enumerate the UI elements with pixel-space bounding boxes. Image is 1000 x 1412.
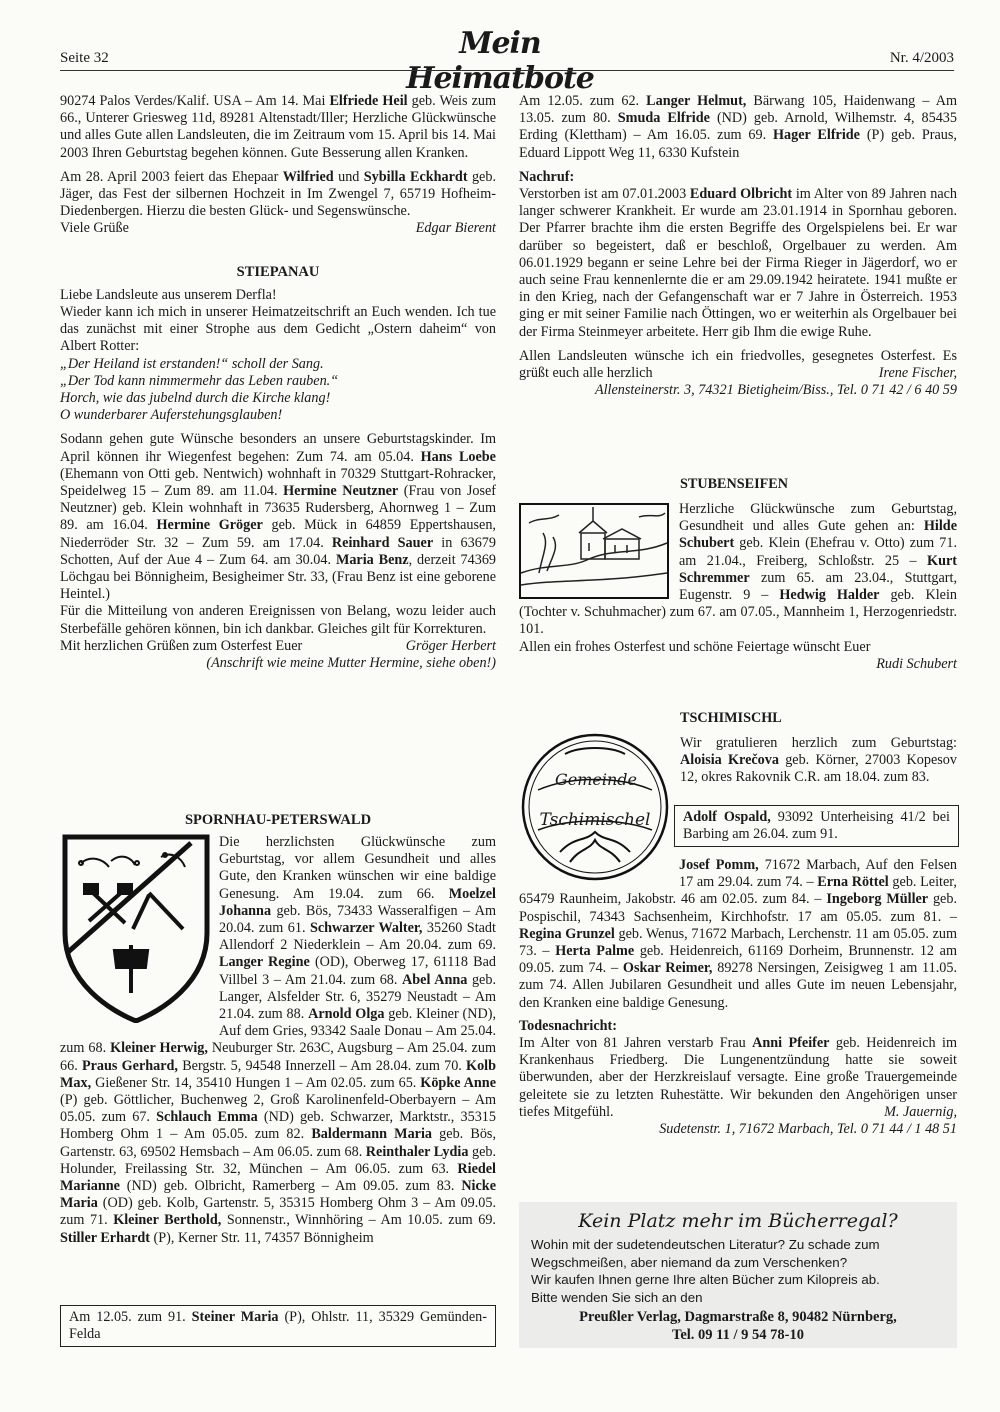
todes-body: Im Alter von 81 Jahren verstarb Frau Anni Pfeifer geb. Heidenreich im Krankenhaus Friedberg. Die Lungenentzündung hatte sie soweit überwunden, aber der Herzkreislauf versagte. Eine große Trauergemeinde geleitete sie zu letzten Ruhestätte. Wir bekunden den Angehörigen unser tiefes Mitgefühl.	[519, 1035, 958, 1120]
person-name: Josef Pomm,	[679, 857, 759, 873]
poem-line: „Der Heiland ist erstanden!“ scholl der Sang.	[60, 355, 324, 372]
stubenseifen-signature: Rudi Schubert	[876, 655, 957, 672]
stiepanau-p4: Für die Mitteilung von anderen Ereignissen von Belang, wozu leider auch Sterbefälle gehören können, bin ich dankbar. Gleiches gilt für Korrekturen.	[60, 603, 496, 637]
spornhau-heading-wrap	[60, 812, 496, 829]
person-name: Langer Regine	[219, 954, 310, 971]
person-name: Köpke Anne	[420, 1074, 496, 1091]
spornhau-birthdays: Die herzlichsten Glückwünsche zum Geburtstag, vor allem Gesundheit und alles Gute, den Kranken wünschen wir eine baldige Genesung. Am 19.04. zum 66. Moelzel Johanna geb. Bös, 73433 Wasseralfigen – Am 20.04. zum 61. Schwarzer Walter, 35260 Stadt Allendorf 2 Niederklein – Am 20.04. zum 69. Langer Regine (OD), Oberweg 17, 61118 Bad Villbel 3 – Am 21.04. zum 68. Abel Anna geb. Langer, Alsfelder Str. 6, 35279 Neustadt – Am 21.04. zum 88. Arnold Olga geb. Kleiner (ND), Auf dem Gries, 93342 Saale Donau – Am 25.04. zum 68. Kleiner Herwig, Neuburger Str. 263C, Augsburg – Am 25.04. zum 66. Praus Gerhard, Bergstr. 5, 94548 Innerzell – Am 28.04. zum 70. Kolb Max, Gießener Str. 14, 35410 Hungen 1 – Am 02.05. zum 65. Köpke Anne (P) geb. Göttlicher, Buchenweg 2, Groß Karolinenfeld-Oberbayern – Am 05.05. zum 67. Schlauch Emma (ND) geb. Schwarzer, Marktstr., 35315 Homberg Ohm 1 – Am 05.05. zum 82. Baldermann Maria geb. Bös, Gartenstr. 63, 69502 Hemsbach – Am 06.05. zum 68. Reinthaler Lydia geb. Holunder, Freilassing Str. 32, München – Am 06.05. zum 63. Riedel Marianne (ND) geb. Olbricht, Ramerberg – Am 09.05. zum 83. Nicke Maria (OD) geb. Kolb, Gartenstr. 5, 35315 Homberg Ohm 3 – Am 09.05. zum 71. Kleiner Berthold, Sonnenstr., Winnhöring – Am 10.05. zum 69. Stiller Erhardt (P), Kerner Str. 11, 74357 Bönnigheim	[60, 834, 497, 1246]
header-rule	[60, 70, 954, 71]
intro-paragraph-1: 90274 Palos Verdes/Kalif. USA – Am 14. Mai Elfriede Heil geb. Weis zum 66., Unterer Griesweg 11d, 89281 Altenstadt/Iller; Herzliche Glückwünsche und alles Gute allen Landsleuten, die im Zeitraum vom 15. April bis 14. Mai 2003 Ihren Geburtstag begehen können. Gute Besserung allen Kranken.	[60, 93, 497, 161]
poem-line: „Der Tod kann nimmermehr das Leben rauben.“	[60, 372, 339, 389]
todesnachricht-heading: Todesnachricht:	[519, 1017, 618, 1034]
person-name: Kolb Max,	[60, 1057, 497, 1091]
stubenseifen-birthdays: Herzliche Glückwünsche zum Geburtstag, Gesundheit und alles Gute gehen an: Hilde Schubert geb. Klein (Ehefrau v. Otto) zum 71. am 21.04., Freiberg, Schloßstr. 25 – Kurt Schremmer zum 65. am 23.04., Stuttgart, Eugenstr. 9 – Hedwig Halder geb. Klein (Tochter v. Schuhmacher) zum 67. am 07.05., Mannheim 1, Herzogenriedstr. 101.	[519, 501, 957, 638]
person-name: Erna Röttel	[817, 874, 889, 891]
person-name: Stiller Erhardt	[60, 1229, 150, 1246]
ad-publisher	[519, 1308, 957, 1344]
person-name: Langer Helmut,	[646, 93, 747, 109]
tschimischl-boxed-entry	[674, 805, 959, 847]
intro-signature	[60, 220, 496, 237]
person-name: Kurt Schremmer	[679, 552, 957, 586]
tschimischl-heading: TSCHIMISCHL	[680, 710, 782, 726]
person-name: Hager Elfride	[773, 127, 860, 144]
ad-publisher-address: Preußler Verlag, Dagmarstraße 8, 90482 Nürnberg,	[579, 1309, 897, 1325]
person-name: Reinhard Sauer	[331, 534, 434, 551]
ad-body	[519, 1236, 957, 1306]
nachruf-heading: Nachruf:	[519, 168, 575, 185]
tschimischl-birthdays-2: Josef Pomm, 71672 Marbach, Auf den Felsen 17 am 29.04. zum 74. – Erna Röttel geb. Leiter, 65479 Raunheim, Jakobstr. 46 am 02.05. zum 84. – Ingeborg Müller geb. Pospischil, 74343 Sachsenheim, Kirchhofstr. 17 am 05.05. zum 81. – Regina Grunzel geb. Wenus, 71672 Marbach, Lerchenstr. 11 am 05.05. zum 73. – Herta Palme geb. Heidenreich, 61169 Dorheim, Brunnenstr. 12 am 09.05. zum 74. – Oskar Reimer, 89278 Nersingen, Zeisigweg 1 am 11.05. zum 74. Allen Jubilaren Gesundheit und alles Gute im neuen Lebensjahr, den Kranken eine baldige Genesung.	[519, 857, 958, 1011]
person-name: Kleiner Herwig,	[110, 1040, 208, 1057]
person-name: Elfriede Heil	[329, 93, 408, 109]
ad-line: Wohin mit der sudetendeutschen Literatur? Zu schade zum Wegschmeißen, aber niemand da zum Verschenken?	[531, 1237, 880, 1270]
person-name: Baldermann Maria	[311, 1126, 433, 1143]
stiepanau-heading: STIEPANAU	[236, 263, 320, 280]
person-name: Hedwig Halder	[779, 587, 880, 604]
todes-address: Sudetenstr. 1, 71672 Marbach, Tel. 0 71 44 / 1 48 51	[659, 1121, 957, 1138]
person-name: Herta Palme	[555, 943, 635, 960]
page-number: Seite 32	[60, 50, 109, 66]
person-name: Kleiner Berthold,	[113, 1212, 222, 1229]
spornhau-boxed-entry	[60, 1305, 496, 1347]
stiepanau-p1: Liebe Landsleute aus unserem Derfla!	[60, 286, 277, 303]
ad-line: Wir kaufen Ihnen gerne Ihre alten Bücher zum Kilopreis ab.	[531, 1272, 880, 1287]
masthead: Mein Heimatbote	[406, 26, 594, 96]
person-name: Smuda Elfride	[617, 110, 710, 127]
tschimischl-birthdays-1: Wir gratulieren herzlich zum Geburtstag: Aloisia Krečova geb. Körner, 27003 Kopesov 12, okres Rakovnik C.R. am 18.04. zum 83.	[680, 735, 957, 786]
person-name: Riedel Marianne	[60, 1160, 496, 1195]
person-name: Hans Loebe	[420, 448, 496, 465]
person-name: Steiner Maria	[191, 1309, 279, 1325]
person-name: Hermine Neutzner	[283, 483, 399, 500]
person-name: Nicke Maria	[60, 1178, 496, 1212]
person-name: Moelzel Johanna	[219, 885, 496, 919]
person-name: Maria Benz	[335, 551, 409, 568]
sig-name: Gröger Herbert	[405, 637, 496, 654]
boxed-entry-text: Am 12.05. zum 91. Steiner Maria (P), Ohlstr. 11, 35329 Gemünden-Felda	[69, 1309, 487, 1343]
sig-name: Edgar Bierent	[415, 220, 496, 237]
book-advertisement	[519, 1202, 957, 1348]
person-name: Praus Gerhard,	[81, 1057, 178, 1074]
greeting-body: Allen Landsleuten wünsche ich ein friedvolles, gesegnetes Osterfest. Es grüßt euch alle herzlich	[519, 347, 957, 382]
person-name: Oskar Reimer,	[622, 960, 713, 977]
spornhau-continued: Am 12.05. zum 62. Langer Helmut, Bärwang 105, Haidenwang – Am 13.05. zum 80. Smuda Elfride (ND) geb. Arnold, Wilhemstr. 4, 85435 Erding (Klettham) – Am 16.05. zum 69. Hager Elfride (P) geb. Praus, Eduard Lippott Weg 11, 6330 Kufstein	[519, 93, 957, 161]
sketch-spacer	[519, 501, 679, 601]
person-name: Adolf Ospald,	[683, 809, 771, 825]
poem	[60, 356, 496, 425]
stubenseifen-column	[519, 501, 957, 673]
person-name: Sybilla Eckhardt	[363, 168, 468, 185]
person-name: Eduard Olbricht	[689, 186, 793, 203]
ad-line: Bitte wenden Sie sich an den	[531, 1289, 703, 1305]
person-name: Anni Pfeifer	[752, 1035, 830, 1052]
person-name: Wilfried	[282, 168, 334, 185]
left-column	[60, 93, 496, 672]
greeting-text	[519, 348, 957, 382]
emblem-label-tschimischel: Tschimischel	[539, 810, 651, 830]
greeting-signature: Irene Fischer,	[878, 365, 957, 382]
boxed-entry-text: Adolf Ospald, 93092 Unterheising 41/2 bei Barbing am 26.04. zum 91.	[683, 809, 950, 843]
spornhau-heading: SPORNHAU-PETERSWALD	[184, 812, 372, 828]
sig-greeting: Mit herzlichen Grüßen zum Osterfest Euer	[60, 637, 303, 654]
person-name: Schwarzer Walter,	[309, 920, 423, 937]
intro-paragraph-2: Am 28. April 2003 feiert das Ehepaar Wilfried und Sybilla Eckhardt geb. Jäger, das Fest der silbernen Hochzeit in Im Zwengel 7, 65719 Hofheim-Diedenbergen. Hierzu die besten Glück- und Segenswünsche.	[60, 168, 496, 220]
greeting-address: Allensteinerstr. 3, 74321 Bietigheim/Biss., Tel. 0 71 42 / 6 40 59	[594, 382, 957, 399]
nachruf-text: Verstorben ist am 07.01.2003 Eduard Olbricht im Alter von 89 Jahren nach langer schwerer Krankheit. Er wurde am 23.01.1914 in Spornhau geboren. Der Pfarrer brachte ihm die ersten Begriffe des Orgelspielens bei. Er war darüber so begeistert, daß er beschloß, Orgelbauer zu werden. Am 06.01.1929 begann er seine Lehre bei der Firma Rieger in Jägerdorf, wo er auch seine Frau kennenlernte die er am 29.09.1942 heiratete. 1941 mußte er in den Krieg, nach der Gefangenschaft war er 7 Jahre in Österreich. 1953 ging er mit seiner Familie nach Öttingen, wo er weiterhin als Orgelbauer bei der Firma Steinmeyer arbeitete. Herr gib Ihm die ewige Ruhe.	[519, 186, 958, 340]
spornhau-column	[60, 834, 496, 1247]
person-name: Aloisia Krečova	[680, 752, 779, 769]
stiepanau-signature	[60, 638, 496, 655]
stubenseifen-heading-wrap	[680, 476, 957, 493]
tschimischl-column	[519, 857, 957, 1138]
stiepanau-address: (Anschrift wie meine Mutter Hermine, siehe oben!)	[206, 655, 496, 672]
ad-title: Kein Platz mehr im Bücherregal?	[578, 1210, 898, 1232]
tschimischl-heading-wrap	[680, 710, 957, 727]
person-name: Arnold Olga	[308, 1006, 385, 1023]
person-name: Regina Grunzel	[519, 925, 615, 942]
person-name: Hilde Schubert	[679, 518, 957, 552]
todes-signature: M. Jauernig,	[884, 1103, 957, 1120]
right-column	[519, 93, 957, 399]
sig-greeting: Viele Grüße	[60, 220, 129, 237]
stiepanau-p2: Wieder kann ich mich in unserer Heimatzeitschrift an Euch wenden. Ich tue das zunächst mit einer Strophe aus dem Gedicht „Ostern daheim“ von Albert Rotter:	[60, 304, 496, 355]
poem-line: Horch, wie das jubelnd durch die Kirche klang!	[60, 390, 331, 407]
person-name: Schlauch Emma	[156, 1109, 258, 1126]
stubenseifen-close: Allen ein frohes Osterfest und schöne Feiertage wünscht Euer	[519, 638, 871, 655]
issue-number: Nr. 4/2003	[889, 50, 954, 66]
shield-spacer	[60, 834, 219, 1034]
todesnachricht-text	[519, 1035, 957, 1121]
person-name: Abel Anna	[402, 971, 468, 988]
stubenseifen-heading: STUBENSEIFEN	[680, 476, 789, 492]
poem-line: O wunderbarer Auferstehungsglauben!	[60, 407, 283, 424]
stiepanau-birthdays: Sodann gehen gute Wünsche besonders an unsere Geburtstagskinder. Im April können ihr Wiegenfest begehen: Zum 74. am 05.04. Hans Loebe (Ehemann von Otti geb. Nentwich) wohnhaft in 70329 Stuttgart-Rohracker, Speidelweg 15 – Zum 89. am 11.04. Hermine Neutzner (Frau von Josef Neutzner) geb. Klein wohnhaft in 73635 Rudersberg, Ahornweg 1 – Zum 89. am 16.04. Hermine Gröger geb. Mück in 64859 Eppertshausen, Niederröder Str. 32 – Zum 59. am 17.04. Reinhard Sauer in 63679 Schotten, Auf der Aue 4 – Zum 64. am 30.04. Maria Benz, derzeit 74369 Löchgau bei Bönnigheim, Besigheimer Str. 33, (Frau Benz ist eine geborene Heintel.)	[60, 431, 497, 603]
tschimischl-intro	[680, 735, 957, 787]
person-name: Hermine Gröger	[156, 517, 263, 534]
person-name: Ingeborg Müller	[826, 891, 929, 908]
emblem-spacer	[519, 857, 679, 887]
emblem-label-gemeinde: Gemeinde	[554, 770, 638, 789]
person-name: Reinthaler Lydia	[365, 1143, 469, 1160]
ad-publisher-phone: Tel. 09 11 / 9 54 78-10	[672, 1327, 804, 1343]
